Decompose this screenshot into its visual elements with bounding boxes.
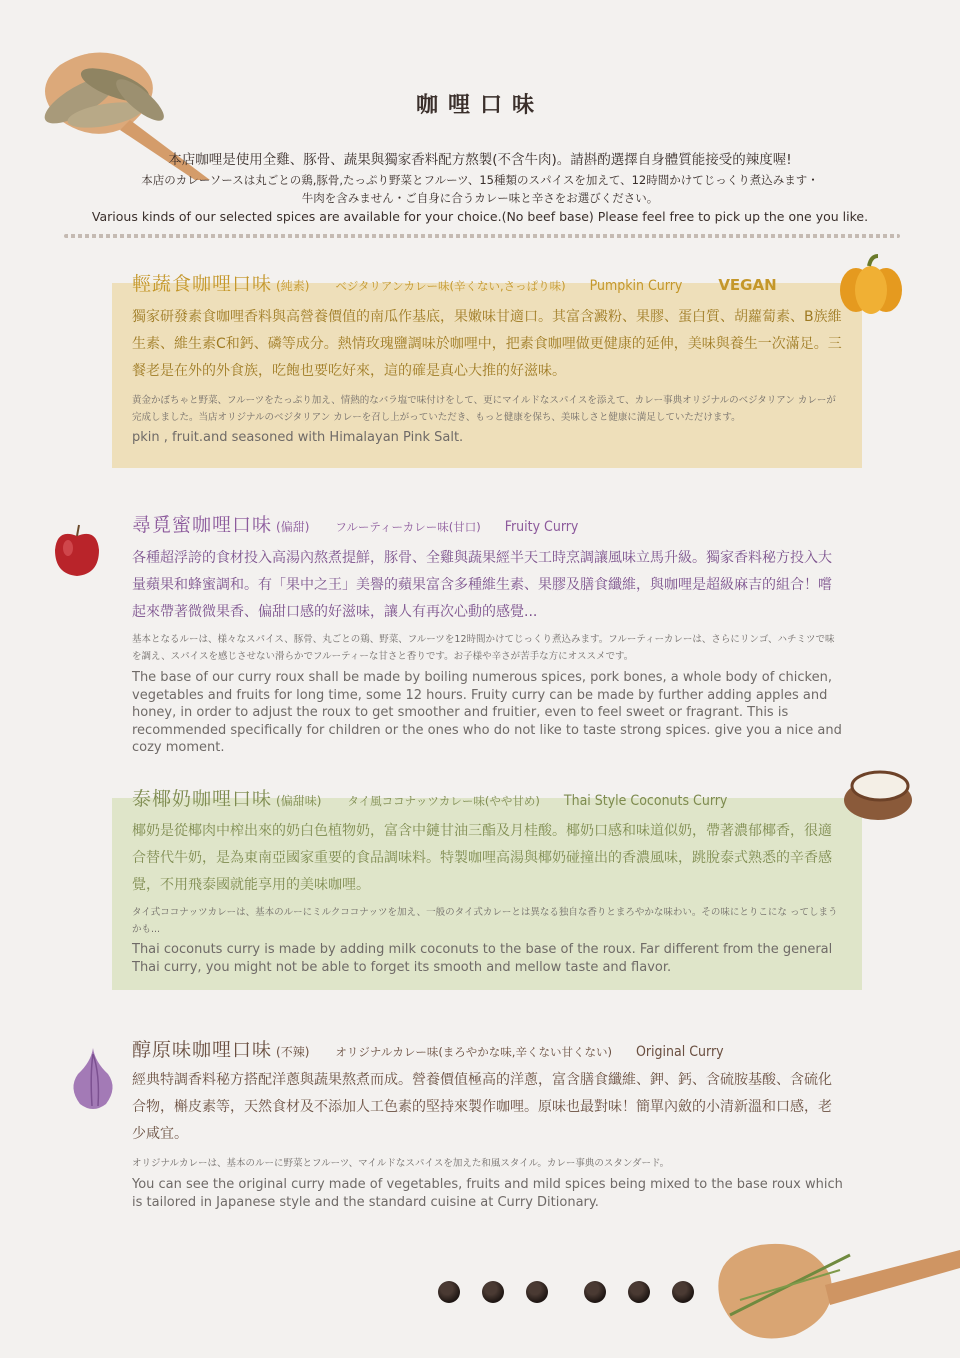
peppercorn-icon	[628, 1281, 650, 1303]
section-coconut-tag: (偏甜味)	[276, 794, 322, 808]
section-pumpkin-header	[132, 269, 872, 297]
section-original-tag: (不辣)	[276, 1045, 310, 1059]
section-coconut-name: 泰椰奶咖哩口味	[132, 788, 273, 810]
section-fruity-body-en: The base of our curry roux shall be made by boiling numerous spices, pork bones, a whole body of chicken, vegetables and fruits for long time, some 12 hours. Fruity curry can be made by further adding apples and honey, in order to adjust the roux to get smoother and fruitier, even to feel sweet or fragrant. This is recommended specifically for children or the ones who do not like to taste strong spices. give you a nice and cozy moment.	[132, 670, 842, 755]
rosemary-spoon-icon	[700, 1230, 960, 1358]
section-original-body-en: You can see the original curry made of vegetables, fruits and mild spices being mixed to the base roux which is tailored in Japanese style and the standard cuisine at Curry Ditionary.	[132, 1177, 843, 1210]
section-original-en-name: Original Curry	[635, 1044, 724, 1060]
section-pumpkin-en-name: Pumpkin Curry	[589, 278, 683, 294]
section-pumpkin-name: 輕蔬食咖哩口味	[132, 273, 273, 295]
peppercorn-icon	[438, 1281, 460, 1303]
header-divider	[64, 234, 900, 238]
intro-japanese-line-1: 本店のカレーソースは丸ごとの鶏,豚骨,たっぷり野菜とフルーツ、15種類のスパイスを加えて、12時間かけてじっくり煮込みます・	[141, 173, 819, 187]
peppercorn-icon	[482, 1281, 504, 1303]
section-pumpkin-body-ja: 黄金かぼちゃと野菜、フルーツをたっぷり加え、情熱的なバラ塩で味付けをして、更にマイルドなスパイスを添えて、カレー事典オリジナルのベジタリアン カレーが完成しました。当店オリジナルのベジタリアン カレーを召し上がっていただき、もっと健康を保ち、美味しさと健康に満足していただけます。	[132, 395, 836, 423]
intro-english: Various kinds of our selected spices are available for your choice.(No beef base) Please feel free to pick up the one you like.	[91, 209, 869, 224]
section-coconut-body-zh: 椰奶是從椰肉中榨出來的奶白色植物奶，富含中鏈甘油三酯及月桂酸。椰奶口感和味道似奶，帶著濃郁椰香，很適合替代牛奶，是為東南亞國家重要的食品調味料。特製咖哩高湯與椰奶碰撞出的香濃風味，跳脫泰式熟悉的辛香感覺，不用飛泰國就能享用的美味咖哩。	[132, 823, 832, 893]
section-fruity-header	[132, 510, 872, 538]
section-coconut-header	[132, 784, 872, 812]
intro-chinese: 本店咖哩是使用全雞、豚骨、蔬果與獨家香料配方熬製(不含牛肉)。請斟酌選擇自身體質能接受的辣度喔!	[168, 152, 792, 168]
section-original-body-zh: 經典特調香料秘方搭配洋蔥與蔬果熬煮而成。營養價值極高的洋蔥，富含膳食纖維、鉀、鈣、含硫胺基酸、含硫化合物，槲皮素等，天然食材及不添加人工色素的堅持來製作咖哩。原味也最對味！簡單內斂的小清新溫和口感，老少咸宜。	[132, 1072, 832, 1142]
section-coconut-ja-name: タイ風ココナッツカレー味(やや甘め)	[347, 794, 540, 808]
section-pumpkin-body-en: pkin , fruit.and seasoned with Himalayan Pink Salt.	[132, 430, 464, 445]
section-original-name: 醇原味咖哩口味	[132, 1039, 273, 1061]
page-title: 咖哩口味	[415, 93, 544, 118]
section-original-header	[132, 1035, 872, 1063]
section-original-body-ja: オリジナルカレーは、基本のルーに野菜とフルーツ、マイルドなスパイスを加えた和風スタイル。カレー事典のスタンダード。	[132, 1158, 670, 1169]
section-fruity-en-name: Fruity Curry	[504, 519, 579, 535]
section-fruity-tag: (偏甜)	[276, 520, 310, 534]
apple-icon	[52, 522, 102, 578]
section-coconut-body-ja: タイ式ココナッツカレーは、基本のルーにミルクココナッツを加え、一般のタイ式カレーとは異なる独自な香りとまろやかな味わい。その味にとりこにな ってしまうかも...	[132, 907, 838, 935]
section-pumpkin-ja-name: ベジタリアンカレー味(辛くない,さっぱり味)	[335, 279, 566, 293]
section-fruity-name: 尋覓蜜咖哩口味	[132, 514, 273, 536]
section-fruity-ja-name: フルーティーカレー味(甘口)	[335, 520, 481, 534]
section-pumpkin-body-zh: 獨家研發素食咖哩香料與高營養價值的南瓜作基底，果嫩味甘適口。其富含澱粉、果膠、蛋白質、胡蘿蔔素、B族維生素、維生素C和鈣、磷等成分。熱情玫瑰鹽調味於咖哩中，把素食咖哩做更健康的延伸，美味與養生一次滿足。三餐老是在外的外食族，吃飽也要吃好來，這的確是真心大推的好滋味。	[132, 309, 842, 379]
section-fruity-body-ja: 基本となるルーは、様々なスパイス、豚骨、丸ごとの鶏、野菜、フルーツを12時間かけてじっくり煮込みます。フルーティーカレーは、さらにリンゴ、ハチミツで味を調え、スパイスを感じさせない滑らかでフルーティーな甘さと香りです。お子様や辛さが苦手な方にオススメです。	[132, 634, 835, 662]
intro-japanese-line-2: 牛肉を含みません・ご自身に合うカレー味と辛さをお選びください。	[301, 191, 659, 205]
section-original-ja-name: オリジナルカレー味(まろやかな味,辛くない甘くない)	[335, 1045, 612, 1059]
section-coconut-body-en: Thai coconuts curry is made by adding milk coconuts to the base of the roux. Far different from the general Thai curry, you might not be able to forget its smooth and mellow taste and flavor.	[132, 942, 833, 975]
peppercorn-icon	[584, 1281, 606, 1303]
onion-icon	[68, 1044, 118, 1114]
section-coconut-en-name: Thai Style Coconuts Curry	[563, 793, 728, 809]
peppercorn-icon	[526, 1281, 548, 1303]
section-pumpkin-tag: (純素)	[276, 279, 310, 293]
peppercorn-icon	[672, 1281, 694, 1303]
vegan-badge: VEGAN	[718, 276, 777, 294]
section-fruity-body-zh: 各種超浮誇的食材投入高湯內熬煮提鮮，豚骨、全雞與蔬果經半天工時烹調讓風味立馬升級。獨家香料秘方投入大量蘋果和蜂蜜調和。有「果中之王」美譽的蘋果富含多種維生素、果膠及膳食纖維，與咖哩是超級麻吉的組合！嚐起來帶著微微果香、偏甜口感的好滋味，讓人有再次心動的感覺...	[132, 550, 832, 620]
